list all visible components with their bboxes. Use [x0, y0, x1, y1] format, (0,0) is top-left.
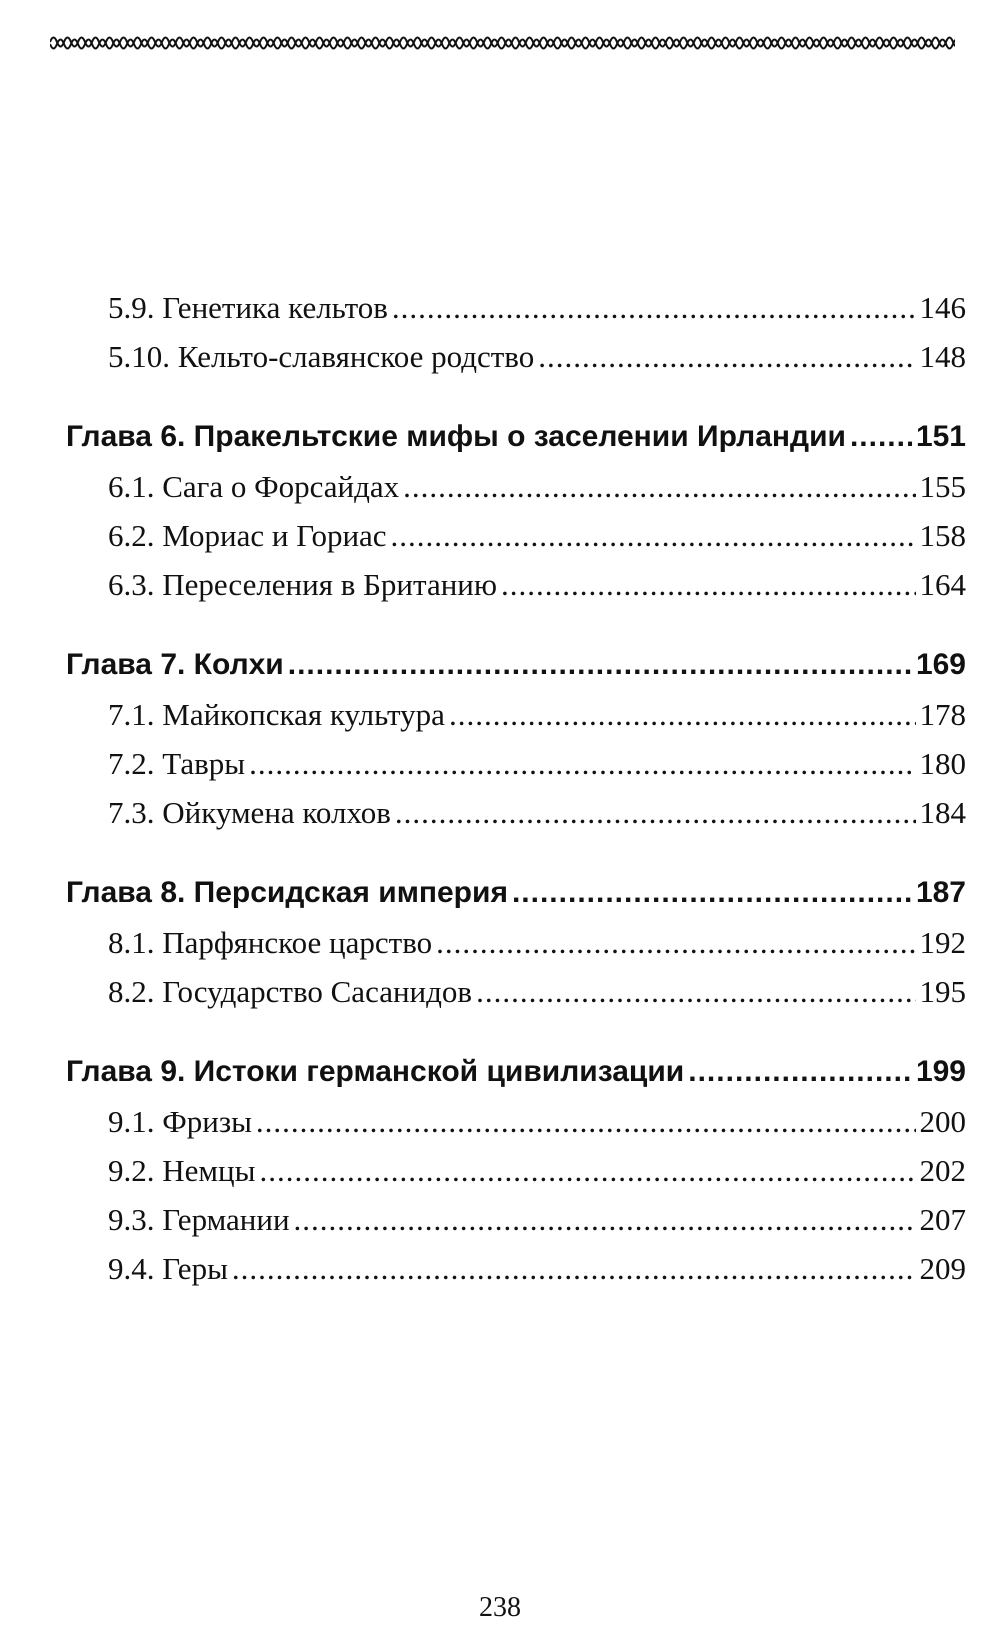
toc-entry-title: 7.2. Тавры — [108, 746, 246, 781]
toc-entry-title: 8.2. Государство Сасанидов — [108, 974, 473, 1009]
toc-section-entry — [66, 925, 966, 974]
dot-leader — [249, 746, 915, 782]
toc-section-entry — [66, 697, 966, 746]
toc-section-entry — [66, 1202, 966, 1251]
toc-section-entry — [66, 567, 966, 616]
toc-entry-page: 187 — [915, 876, 966, 909]
dot-leader — [391, 518, 916, 554]
toc-entry-page: 207 — [919, 1202, 966, 1237]
decorative-border — [50, 28, 955, 58]
toc-section-entry — [66, 1251, 966, 1300]
dot-leader — [501, 567, 915, 603]
toc-entry-title: 8.1. Парфянское царство — [108, 925, 433, 960]
toc-entry-title: 9.1. Фризы — [108, 1104, 252, 1139]
toc-entry-page: 195 — [919, 974, 966, 1009]
toc-chapter-entry — [66, 876, 966, 925]
toc-entry-title: Глава 7. Колхи — [66, 648, 284, 681]
toc-section-entry — [66, 1153, 966, 1202]
toc-entry-page: 192 — [919, 925, 966, 960]
page-number: 238 — [479, 1592, 521, 1623]
toc-section-entry — [66, 518, 966, 567]
toc-chapter-entry — [66, 1055, 966, 1104]
toc-entry-page: 155 — [919, 469, 966, 504]
toc-entry-title: 5.9. Генетика кельтов — [108, 290, 388, 325]
toc-entry-page: 202 — [919, 1153, 966, 1188]
toc-chapter-entry — [66, 420, 966, 469]
toc-entry-page: 180 — [919, 746, 966, 781]
toc-entry-title: 5.10. Кельто-славянское родство — [108, 339, 535, 374]
toc-section-entry — [66, 795, 966, 844]
toc-section-entry — [66, 339, 966, 388]
toc-entry-title: 7.1. Майкопская культура — [108, 697, 445, 732]
toc-section-entry — [66, 1104, 966, 1153]
toc-section-entry — [66, 469, 966, 518]
toc-section-entry — [66, 290, 966, 339]
dot-leader — [449, 697, 916, 733]
toc-entry-page: 151 — [915, 420, 966, 453]
dot-leader — [476, 974, 915, 1010]
toc-entry-page: 200 — [919, 1104, 966, 1139]
toc-entry-page: 169 — [915, 648, 966, 681]
toc-entry-title: 9.2. Немцы — [108, 1153, 256, 1188]
toc-entry-title: 6.1. Сага о Форсайдах — [108, 469, 400, 504]
toc-entry-title: 9.3. Германии — [108, 1202, 290, 1237]
toc-entry-title: 7.3. Ойкумена колхов — [108, 795, 391, 830]
toc-chapter-entry — [66, 648, 966, 697]
toc-entry-page: 146 — [919, 290, 966, 325]
dot-leader — [395, 795, 916, 831]
dot-leader — [403, 469, 915, 505]
toc-entry-page: 148 — [919, 339, 966, 374]
toc-entry-page: 209 — [919, 1251, 966, 1286]
dot-leader — [256, 1104, 916, 1140]
dot-leader — [294, 1202, 916, 1238]
toc-entry-page: 184 — [919, 795, 966, 830]
dot-leader — [259, 1153, 915, 1189]
dot-leader — [436, 925, 915, 961]
toc-entry-page: 178 — [919, 697, 966, 732]
dot-leader — [538, 339, 915, 375]
dot-leader — [232, 1251, 916, 1287]
dot-leader — [850, 420, 912, 454]
dot-leader — [392, 290, 916, 326]
toc-section-entry — [66, 746, 966, 795]
dot-leader — [288, 648, 912, 682]
toc-entry-page: 164 — [919, 567, 966, 602]
toc-entry-title: 9.4. Геры — [108, 1251, 228, 1286]
dot-leader — [512, 876, 912, 910]
toc-entry-title: Глава 6. Пракельтские мифы о заселении Ирландии — [66, 420, 846, 453]
table-of-contents — [66, 290, 966, 1300]
toc-entry-title: 6.2. Мориас и Гориас — [108, 518, 387, 553]
toc-entry-page: 199 — [915, 1055, 966, 1088]
dot-leader — [688, 1055, 912, 1089]
toc-entry-title: 6.3. Переселения в Британию — [108, 567, 498, 602]
toc-entry-page: 158 — [919, 518, 966, 553]
toc-entry-title: Глава 9. Истоки германской цивилизации — [66, 1055, 685, 1088]
toc-section-entry — [66, 974, 966, 1023]
toc-entry-title: Глава 8. Персидская империя — [66, 876, 508, 909]
